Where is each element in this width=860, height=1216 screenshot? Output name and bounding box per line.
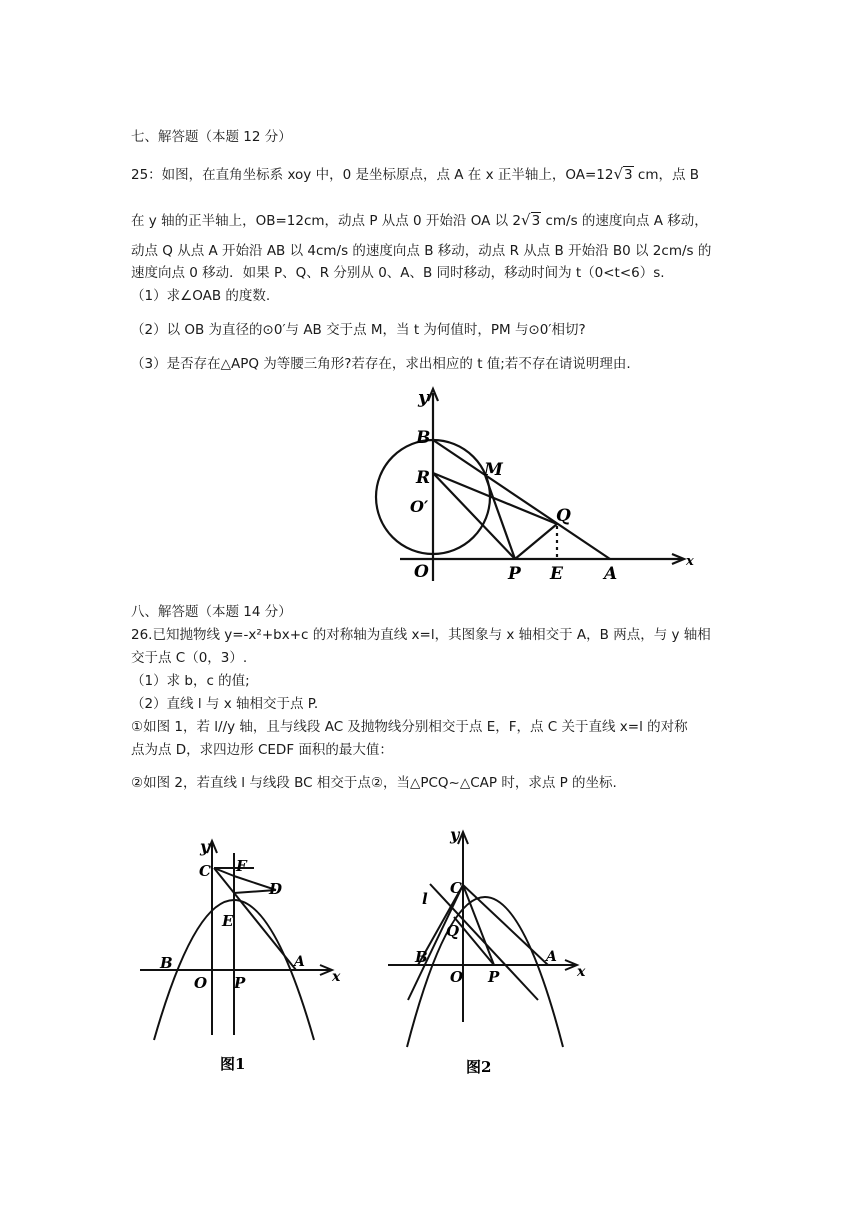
q25-line3: 动点 Q 从点 A 开始沿 AB 以 4cm/s 的速度向点 B 移动，动点 R 从点 B 开始沿 B0 以 2cm/s 的	[131, 243, 712, 259]
fig2-label-l: l	[422, 890, 428, 908]
fig25-label-o-prime: O′	[410, 497, 429, 516]
fig2-label-b: B	[415, 948, 428, 966]
fig1-label-y: y	[200, 837, 210, 856]
q26-sub2: ②如图 2，若直线 l 与线段 BC 相交于点②，当△PCQ~△CAP 时，求点 P 的坐标.	[131, 775, 617, 791]
q26-line2: 交于点 C（0，3）.	[131, 650, 248, 666]
fig2-label-o: O	[450, 968, 464, 986]
fig25-label-q: Q	[556, 506, 571, 526]
fig1-label-p: P	[234, 974, 246, 992]
fig1-label-o: O	[194, 974, 208, 992]
q26-line1: 26.已知抛物线 y=-x²+bx+c 的对称轴为直线 x=l，其图象与 x 轴相交于 A，B 两点，与 y 轴相	[131, 627, 711, 643]
q26-part1: （1）求 b，c 的值;	[131, 673, 250, 689]
q25-line2-text-b: cm/s 的速度向点 A 移动，	[545, 213, 708, 229]
fig25-label-a: A	[604, 564, 618, 584]
fig2-label-c: C	[450, 879, 462, 897]
fig1-label-x: x	[332, 969, 341, 985]
fig25-label-p: P	[508, 564, 521, 584]
q25-line1-text-a: 25：如图，在直角坐标系 xoy 中，0 是坐标原点，点 A 在 x 正半轴上，OA=12	[131, 167, 614, 183]
fig1-label-e: E	[222, 912, 234, 930]
q25-part1: （1）求∠OAB 的度数.	[131, 288, 271, 304]
q25-line1-text-b: cm，点 B	[637, 167, 700, 183]
fig25-label-o: O	[414, 562, 429, 582]
q26-sub1-line2: 点为点 D，求四边形 CEDF 面积的最大值：	[131, 742, 393, 758]
q25-line1	[131, 165, 699, 184]
q25-line2	[131, 211, 708, 230]
fig1-label-b: B	[160, 954, 173, 972]
fig1-label-c: C	[199, 862, 211, 880]
fig25-label-r: R	[416, 468, 431, 488]
fig25-label-m: M	[484, 460, 503, 480]
fig25-label-x: x	[686, 554, 694, 569]
fig25-label-e: E	[550, 564, 563, 584]
fig2-label-a: A	[546, 949, 557, 965]
q26-figure-2	[380, 822, 600, 1080]
q25-line2-text-a: 在 y 轴的正半轴上，OB=12cm，动点 P 从点 0 开始沿 OA 以 2	[131, 213, 522, 229]
fig2-label-x: x	[577, 964, 586, 980]
sqrt-symbol: √3	[521, 211, 541, 229]
fig25-label-b: B	[416, 428, 431, 448]
fig1-label-a: A	[294, 954, 305, 970]
section7-heading: 七、解答题（本题 12 分）	[131, 129, 292, 145]
q25-line4: 速度向点 0 移动．如果 P、Q、R 分别从 0、A、B 同时移动，移动时间为 t（0<t<6）s.	[131, 265, 665, 281]
q25-part3: （3）是否存在△APQ 为等腰三角形?若存在，求出相应的 t 值;若不存在请说明理由.	[131, 356, 631, 372]
q26-sub1-line1: ①如图 1，若 l//y 轴，且与线段 AC 及抛物线分别相交于点 E，F，点 C 关于直线 x=l 的对称	[131, 719, 688, 735]
section8-heading: 八、解答题（本题 14 分）	[131, 604, 292, 620]
q26-figure-1	[130, 835, 350, 1080]
fig1-label-f: F	[236, 857, 247, 875]
fig1-label-d: D	[269, 880, 283, 898]
q25-figure	[370, 385, 710, 585]
q25-part2: （2）以 OB 为直径的⊙0′与 AB 交于点 M，当 t 为何值时，PM 与⊙0′相切?	[131, 322, 586, 338]
fig2-label-y: y	[450, 825, 460, 844]
fig2-caption: 图2	[466, 1058, 492, 1076]
fig1-caption: 图1	[220, 1055, 246, 1073]
fig25-label-y: y	[418, 387, 429, 408]
fig2-label-p: P	[488, 968, 500, 986]
q26-part2: （2）直线 l 与 x 轴相交于点 P.	[131, 696, 319, 712]
fig2-label-q: Q	[446, 922, 460, 940]
sqrt-symbol: √3	[613, 165, 633, 183]
